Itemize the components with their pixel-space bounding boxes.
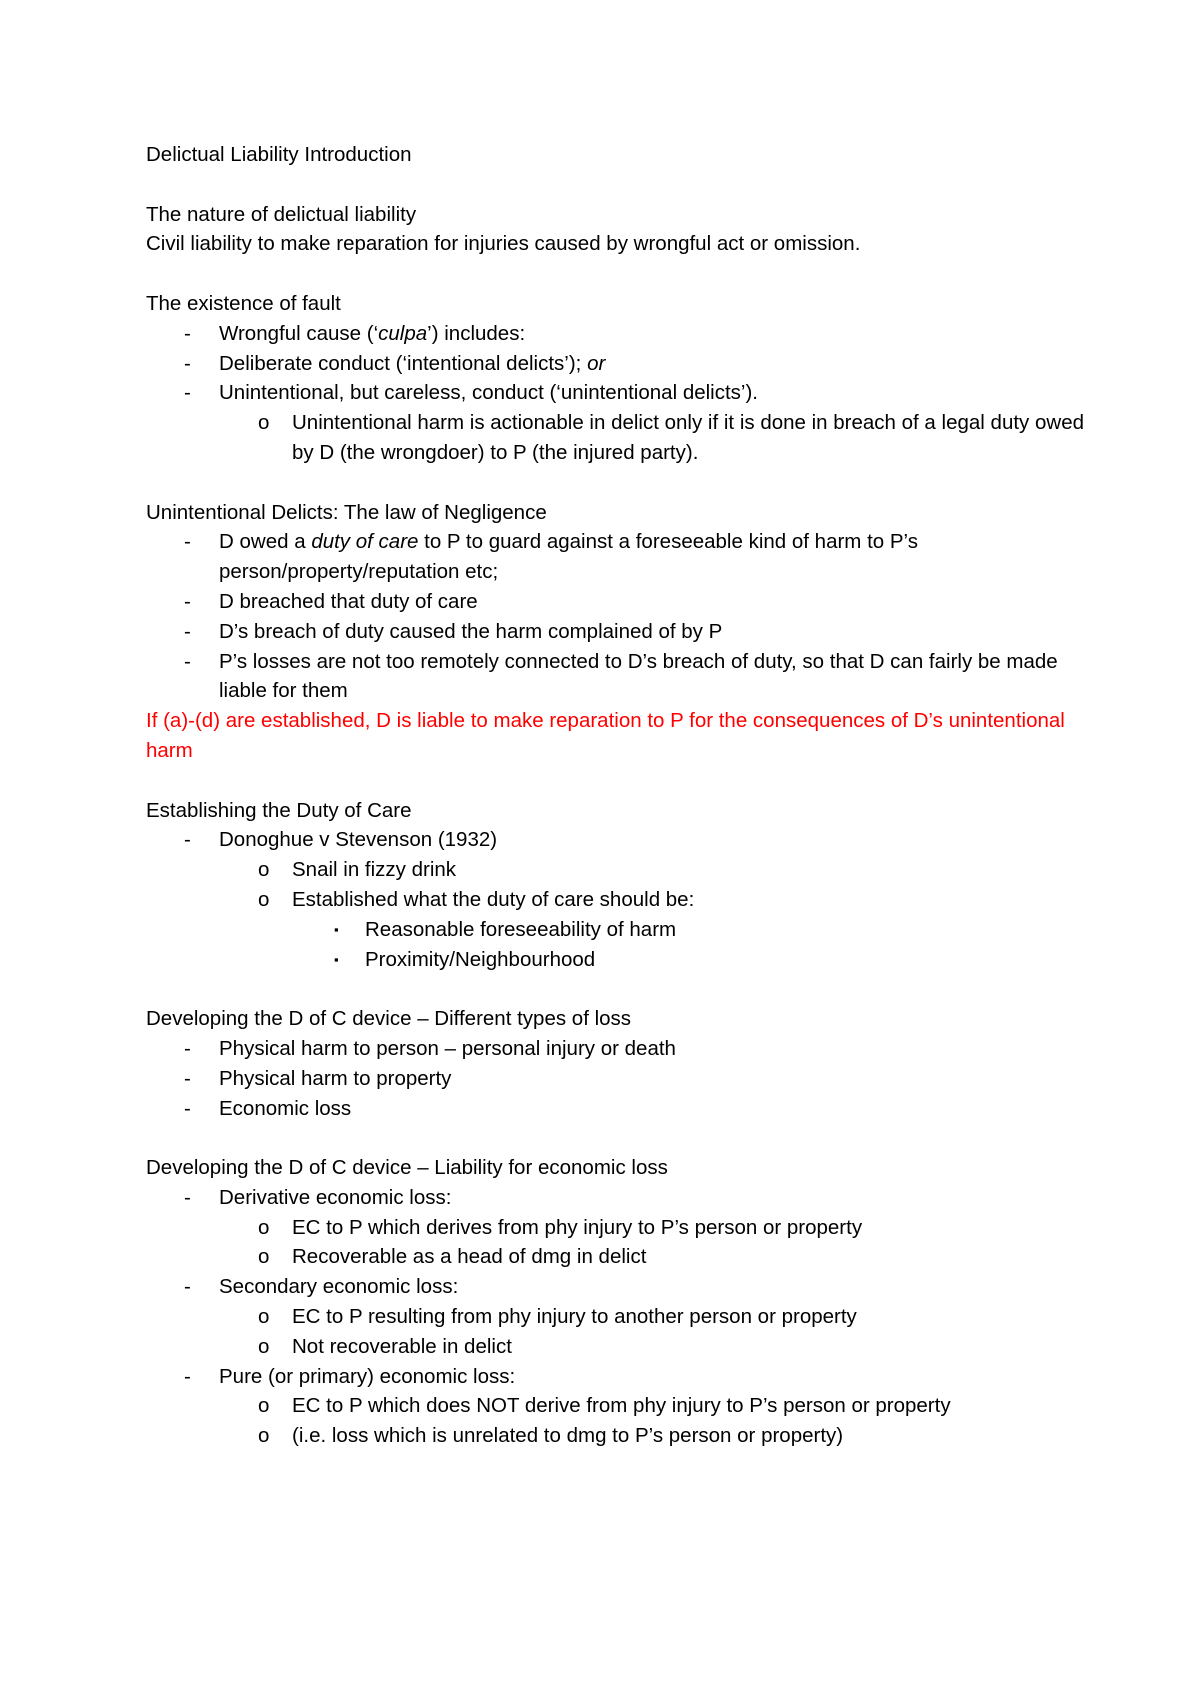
list-item: - Unintentional, but careless, conduct (‘unintentional delicts’). xyxy=(146,378,1086,408)
document-page xyxy=(146,140,1086,1451)
types-heading: Developing the D of C device – Different types of loss xyxy=(146,1007,632,1031)
circle-marker: o xyxy=(258,1305,270,1329)
document-title: Delictual Liability Introduction xyxy=(146,143,412,166)
dash-marker: - xyxy=(184,649,191,673)
dash-marker: - xyxy=(184,381,191,405)
dash-marker: - xyxy=(184,1066,191,1090)
square-bullet-icon: ▪ xyxy=(334,951,339,967)
list-item: - D breached that duty of care xyxy=(146,587,1086,617)
circle-marker: o xyxy=(258,1245,270,1269)
negligence-heading: Unintentional Delicts: The law of Negligence xyxy=(146,500,547,524)
circle-marker: o xyxy=(258,1424,270,1448)
duty-heading: Establishing the Duty of Care xyxy=(146,798,412,822)
dash-marker: - xyxy=(184,351,191,375)
list-item: o (i.e. loss which is unrelated to dmg to P’s person or property) xyxy=(146,1421,1086,1451)
list-item: o Recoverable as a head of dmg in delict xyxy=(146,1242,1086,1272)
list-item: - P’s losses are not too remotely connected to D’s breach of duty, so that D can fairly be made liable for them xyxy=(146,647,1086,707)
list-item: - Physical harm to person – personal injury or death xyxy=(146,1034,1086,1064)
dash-marker: - xyxy=(184,1275,191,1299)
list-item: o Snail in fizzy drink xyxy=(146,855,1086,885)
list-item: - D’s breach of duty caused the harm complained of by P xyxy=(146,617,1086,647)
circle-marker: o xyxy=(258,887,270,911)
nature-text: Civil liability to make reparation for injuries caused by wrongful act or omission. xyxy=(146,232,861,256)
list-item: - Economic loss xyxy=(146,1094,1086,1124)
list-item: o EC to P resulting from phy injury to another person or property xyxy=(146,1302,1086,1332)
dash-marker: - xyxy=(184,828,191,852)
dash-marker: - xyxy=(184,589,191,613)
dash-marker: - xyxy=(184,321,191,345)
circle-marker: o xyxy=(258,1394,270,1418)
list-item: o EC to P which does NOT derive from phy injury to P’s person or property xyxy=(146,1391,1086,1421)
list-item: - Wrongful cause (‘culpa’) includes: xyxy=(146,319,1086,349)
list-item: ▪ Reasonable foreseeability of harm xyxy=(146,915,1086,945)
list-item: - Pure (or primary) economic loss: xyxy=(146,1362,1086,1392)
list-item: - D owed a duty of care to P to guard against a foreseeable kind of harm to P’s person/property/reputation etc; xyxy=(146,527,1086,587)
fault-heading: The existence of fault xyxy=(146,291,341,315)
list-item: - Physical harm to property xyxy=(146,1064,1086,1094)
circle-marker: o xyxy=(258,858,270,882)
list-item: o Established what the duty of care should be: xyxy=(146,885,1086,915)
list-item: o EC to P which derives from phy injury to P’s person or property xyxy=(146,1213,1086,1243)
list-item: - Derivative economic loss: xyxy=(146,1183,1086,1213)
list-item: o Not recoverable in delict xyxy=(146,1332,1086,1362)
dash-marker: - xyxy=(184,530,191,554)
dash-marker: - xyxy=(184,1185,191,1209)
dash-marker: - xyxy=(184,619,191,643)
negligence-conclusion: If (a)-(d) are established, D is liable to make reparation to P for the consequences of D’s unintentional harm xyxy=(146,709,1065,762)
list-item: ▪ Proximity/Neighbourhood xyxy=(146,945,1086,975)
square-bullet-icon: ▪ xyxy=(334,921,339,937)
economic-heading: Developing the D of C device – Liability for economic loss xyxy=(146,1156,668,1180)
list-item: - Donoghue v Stevenson (1932) xyxy=(146,825,1086,855)
list-item: - Deliberate conduct (‘intentional delicts’); or xyxy=(146,349,1086,379)
nature-heading: The nature of delictual liability xyxy=(146,202,417,226)
list-item: - Secondary economic loss: xyxy=(146,1272,1086,1302)
dash-marker: - xyxy=(184,1364,191,1388)
circle-marker: o xyxy=(258,411,270,435)
list-item: o Unintentional harm is actionable in delict only if it is done in breach of a legal duty owed by D (the wrongdoer) to P (the injured party). xyxy=(146,408,1086,468)
circle-marker: o xyxy=(258,1334,270,1358)
dash-marker: - xyxy=(184,1036,191,1060)
circle-marker: o xyxy=(258,1215,270,1239)
dash-marker: - xyxy=(184,1096,191,1120)
